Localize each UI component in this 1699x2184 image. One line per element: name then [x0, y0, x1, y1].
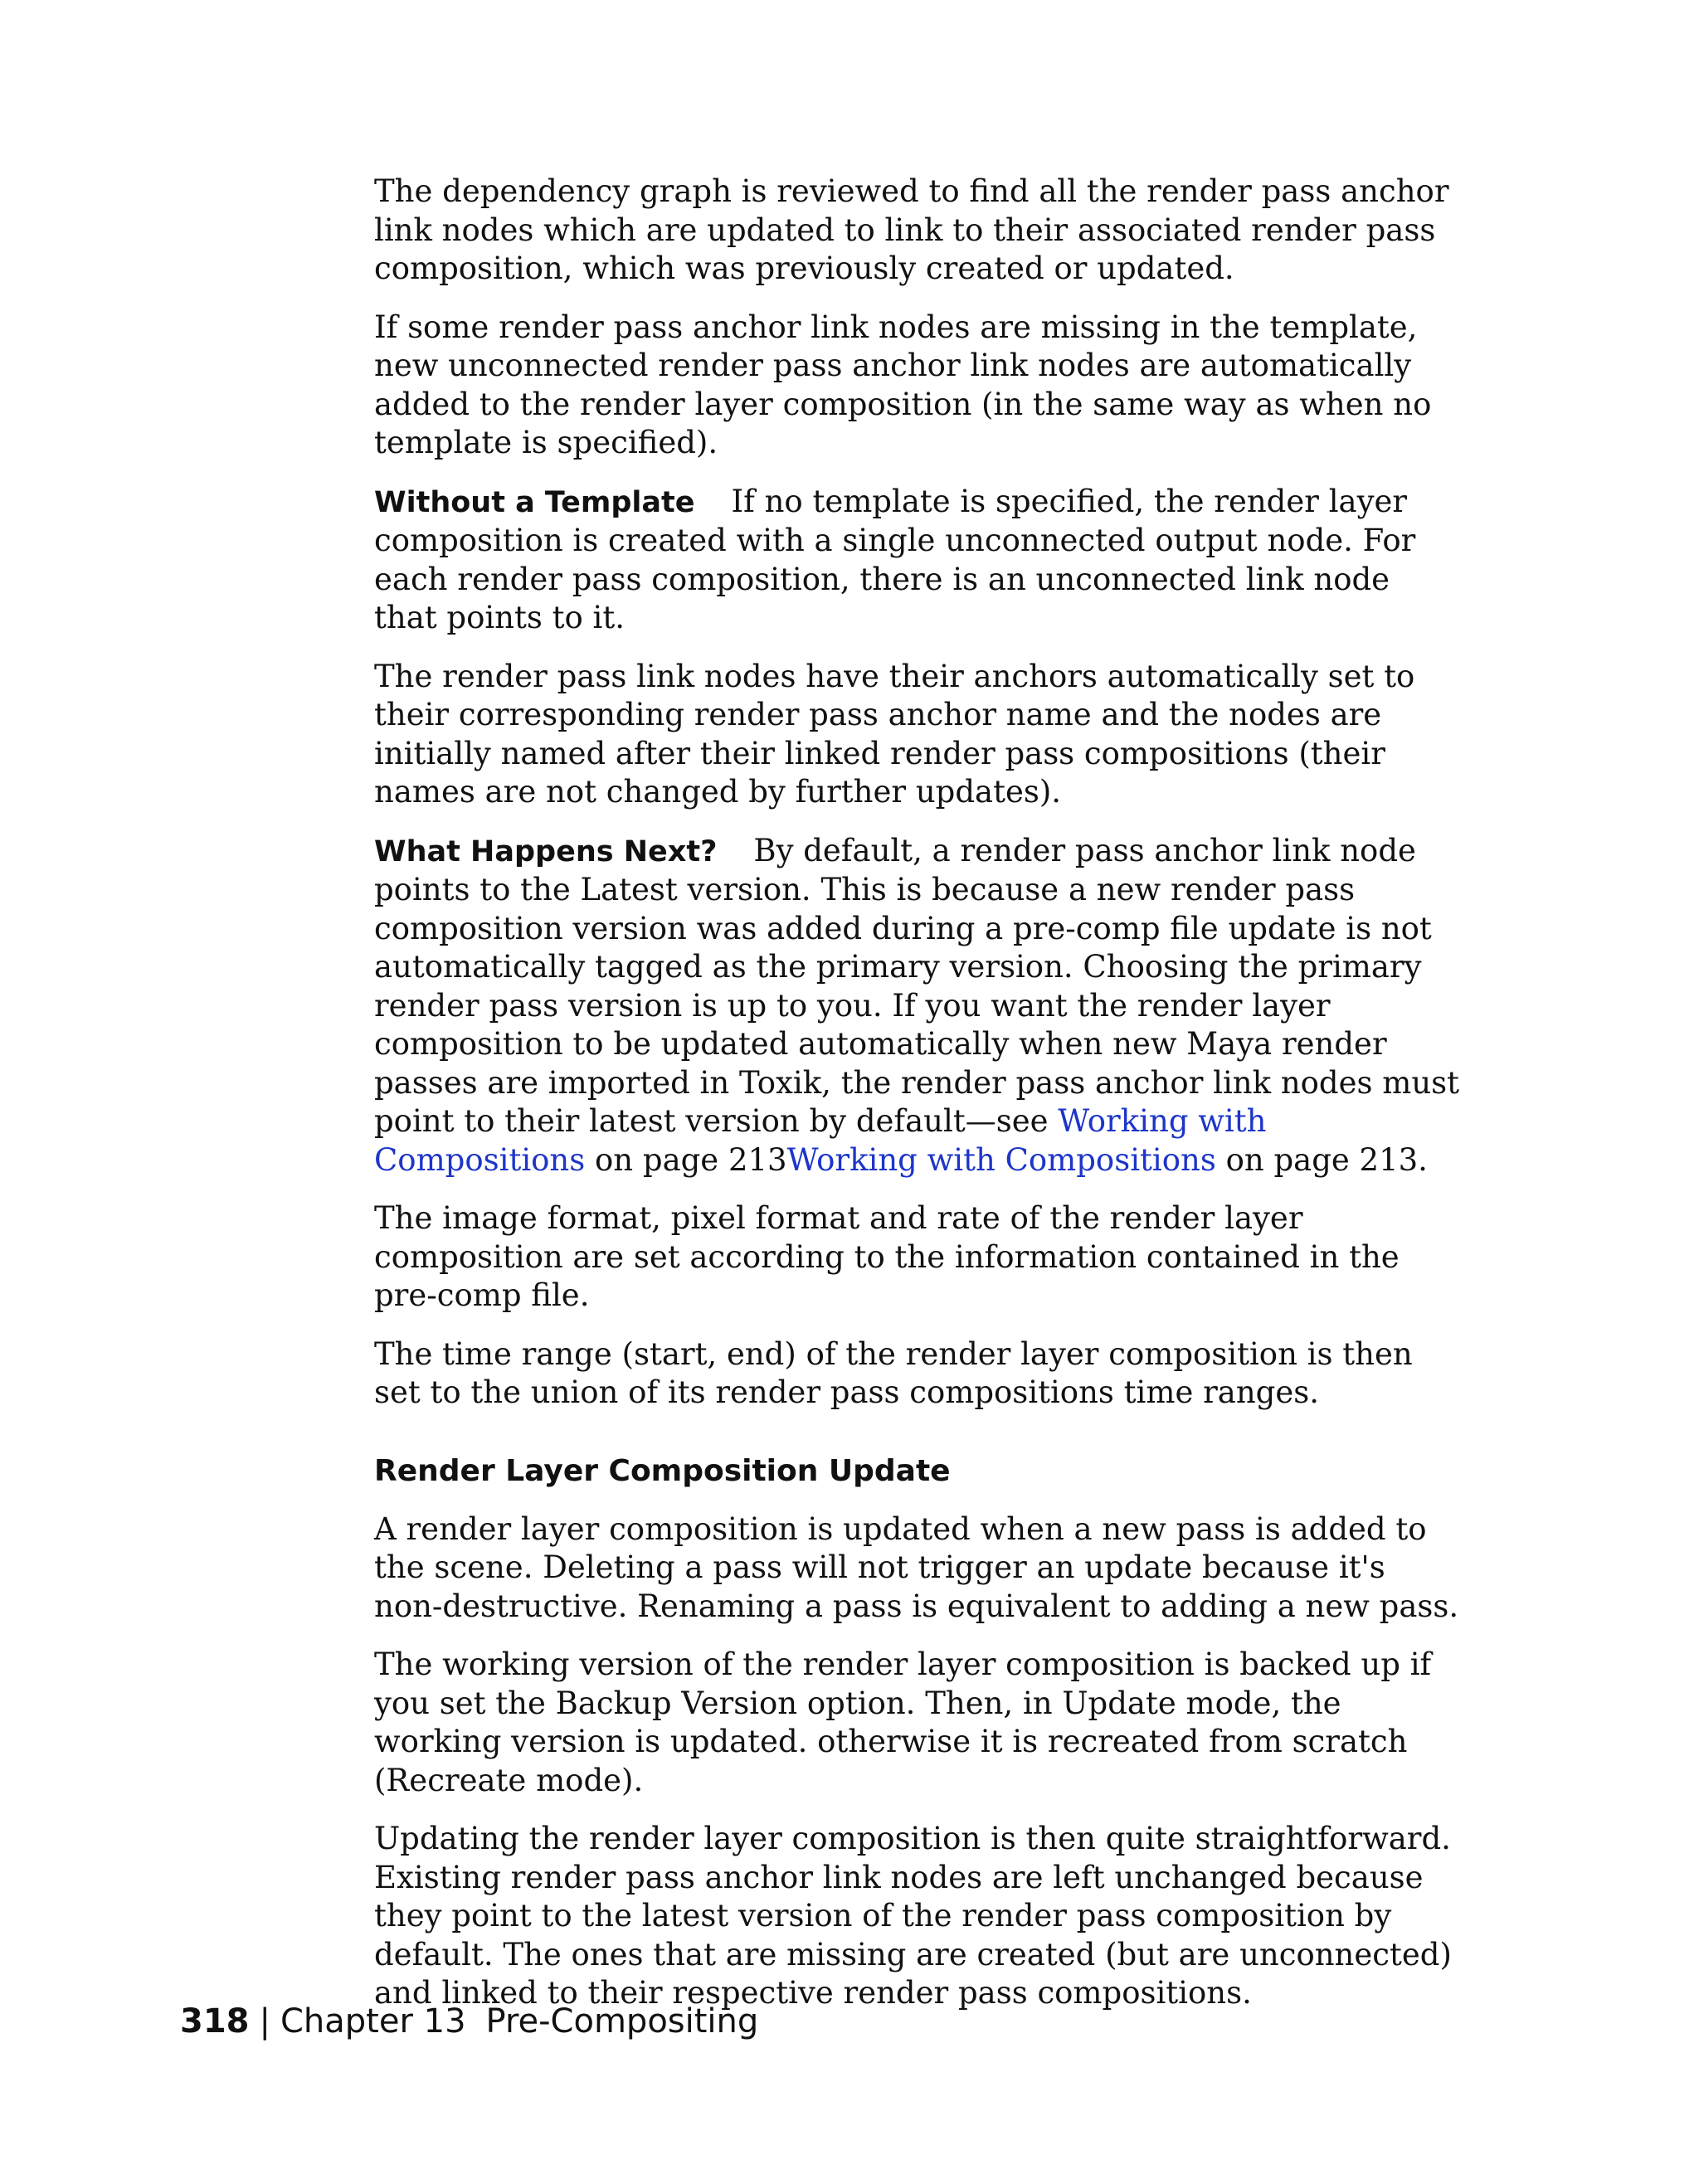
paragraph-text: By default, a render pass anchor link node points to the Latest version. This is because a new render pass composition version was added during a pre-comp file update is not automatically tagged as the primary version. Choosing the primary render pass version is up to you. If you want the render layer composition to be updated automatically when new Maya render passes are imported in Toxik, the render pass anchor link nodes must point to their latest version by default—see — [374, 832, 1460, 1139]
footer-chapter-label: Chapter 13 — [280, 2002, 466, 2041]
paragraph-image-format: The image format, pixel format and rate of the render layer composition are set according to the information contained in the pre-comp file. — [374, 1200, 1400, 1313]
run-in-heading-without-template: Without a Template — [374, 485, 695, 519]
paragraph-without-template — [374, 483, 1461, 638]
page-number: 318 — [180, 2002, 250, 2041]
paragraph-text: If no template is specified, the render layer composition is created with a single unconnected output node. For each render pass composition, there is an unconnected link node that points to it. — [374, 483, 1416, 635]
paragraph-missing-anchor-nodes: If some render pass anchor link nodes are missing in the template, new unconnected render pass anchor link nodes are automatically added to the render layer composition (in the same way as when no template is specified). — [374, 309, 1432, 460]
paragraph-update-trigger: A render layer composition is updated when a new pass is added to the scene. Deleting a pass will not trigger an update because it's non-destructive. Renaming a pass is equivalent to adding a new pass. — [374, 1510, 1459, 1624]
paragraph-what-happens-next — [374, 832, 1461, 1180]
paragraph-text: on page 213 — [585, 1141, 787, 1178]
footer-chapter-title: Pre-Compositing — [485, 2002, 759, 2041]
link-working-with-compositions-2[interactable]: Working with Compositions — [786, 1141, 1216, 1178]
run-in-heading-what-happens-next: What Happens Next? — [374, 834, 718, 868]
page-footer — [180, 2001, 758, 2042]
paragraph-time-range: The time range (start, end) of the render layer composition is then set to the union of its render pass compositions time ranges. — [374, 1335, 1413, 1410]
section-heading-render-layer-composition-update: Render Layer Composition Update — [374, 1453, 951, 1488]
page-body — [374, 173, 1461, 2033]
paragraph-text: on page 213. — [1215, 1141, 1428, 1178]
paragraph-updating-straightforward: Updating the render layer composition is then quite straightforward. Existing render pass anchor link nodes are left unchanged because they point to the latest version of the render pass composition by default. The ones that are missing are created (but are unconnected) and linked to their respective render pass compositions. — [374, 1821, 1452, 2011]
paragraph-dependency-graph: The dependency graph is reviewed to find all the render pass anchor link nodes which are updated to link to their associated render pass composition, which was previously created or updated. — [374, 173, 1449, 286]
paragraph-backup-version: The working version of the render layer composition is backed up if you set the Backup Version option. Then, in Update mode, the working version is updated. otherwise it is recreated from scratch (Recreate mode). — [374, 1647, 1432, 1798]
link-working-with-compositions[interactable]: Working with Compositions — [374, 1103, 1267, 1178]
paragraph-link-node-anchors: The render pass link nodes have their anchors automatically set to their corresponding render pass anchor name and the nodes are initially named after their linked render pass compositions (their names are not changed by further updates). — [374, 658, 1415, 810]
footer-separator: | — [259, 2002, 270, 2041]
